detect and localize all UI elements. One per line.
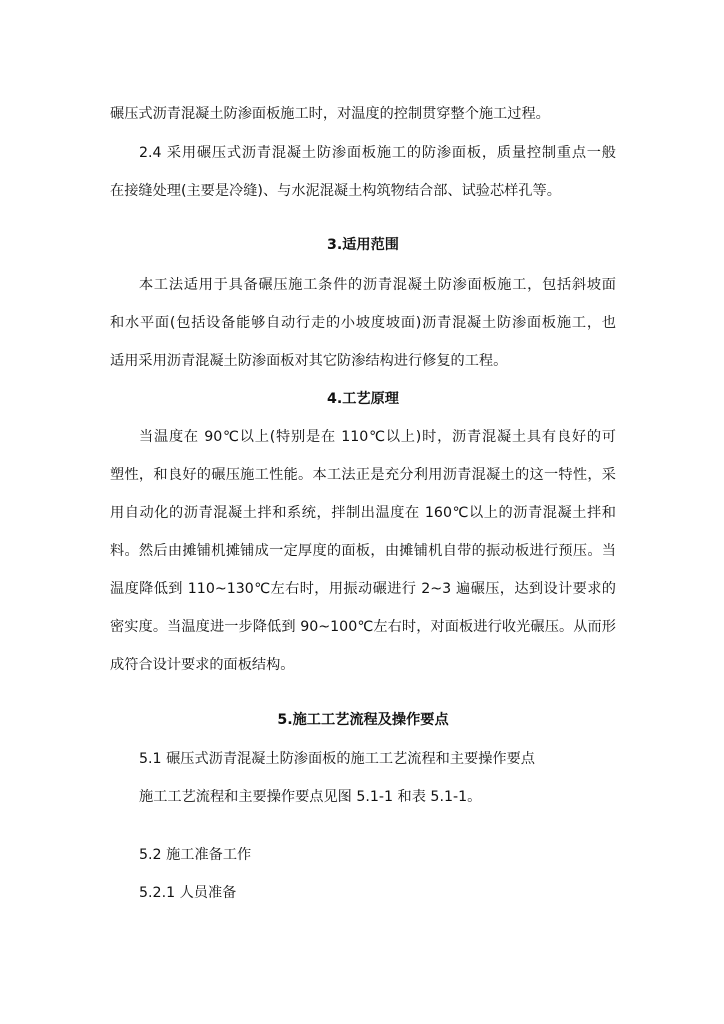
section-heading-4: 4.工艺原理 <box>326 391 399 407</box>
paragraph-line: 本工法适用于具备碾压施工条件的沥青混凝土防渗面板施工，包括斜坡面 <box>139 277 616 293</box>
subsection-title-5-2: 5.2 施工准备工作 <box>139 847 252 863</box>
paragraph-line: 在接缝处理(主要是冷缝)、与水泥混凝土构筑物结合部、试验芯样孔等。 <box>110 183 561 199</box>
subsection-title-5-2-1: 5.2.1 人员准备 <box>139 885 237 901</box>
paragraph-line: 碾压式沥青混凝土防渗面板施工时，对温度的控制贯穿整个施工过程。 <box>110 106 550 122</box>
paragraph-line: 塑性，和良好的碾压施工性能。本工法正是充分利用沥青混凝土的这一特性，采 <box>110 467 616 483</box>
paragraph-line: 当温度在 90℃以上(特别是在 110℃以上)时，沥青混凝土具有良好的可 <box>139 429 616 445</box>
section-heading-5: 5.施工工艺流程及操作要点 <box>277 712 449 728</box>
paragraph-line: 温度降低到 110~130℃左右时，用振动碾进行 2~3 遍碾压，达到设计要求的 <box>110 581 616 597</box>
paragraph-line: 用自动化的沥青混凝土拌和系统，拌制出温度在 160℃以上的沥青混凝土拌和 <box>110 505 616 521</box>
paragraph-line: 料。然后由摊铺机摊铺成一定厚度的面板，由摊铺机自带的振动板进行预压。当 <box>110 543 616 559</box>
paragraph-line: 2.4 采用碾压式沥青混凝土防渗面板施工的防渗面板，质量控制重点一般 <box>139 145 616 161</box>
paragraph-line: 成符合设计要求的面板结构。 <box>110 657 295 673</box>
paragraph-line: 适用采用沥青混凝土防渗面板对其它防渗结构进行修复的工程。 <box>110 353 508 369</box>
paragraph-line: 施工工艺流程和主要操作要点见图 5.1-1 和表 5.1-1。 <box>139 789 482 805</box>
paragraph-line: 和水平面(包括设备能够自动行走的小坡度坡面)沥青混凝土防渗面板施工，也 <box>110 315 616 331</box>
paragraph-line: 密实度。当温度进一步降低到 90~100℃左右时，对面板进行收光碾压。从而形 <box>110 619 616 635</box>
section-heading-3: 3.适用范围 <box>326 237 399 253</box>
subsection-title-5-1: 5.1 碾压式沥青混凝土防渗面板的施工工艺流程和主要操作要点 <box>139 751 535 767</box>
